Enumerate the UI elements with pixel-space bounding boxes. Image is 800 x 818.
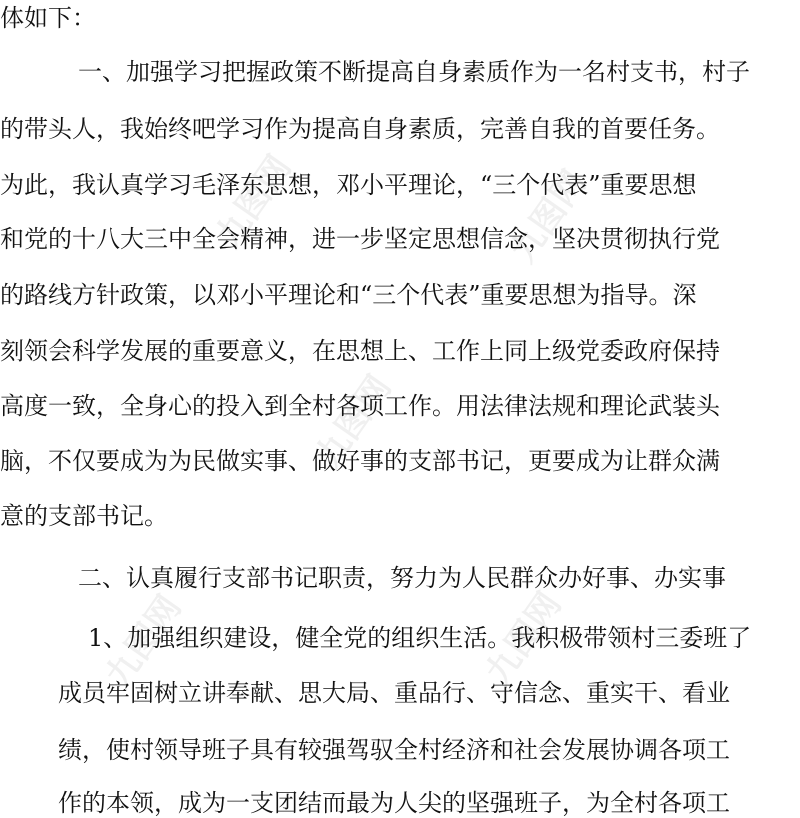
watermark: 九图网 xyxy=(478,585,570,692)
watermark: 九图网 xyxy=(308,368,400,475)
watermark: 九图网 xyxy=(503,163,595,270)
text-line: 的路线方针政策，以邓小平理论和“三个代表”重要思想为指导。深 xyxy=(0,281,697,309)
text-line: 的带头人，我始终吧学习作为提高自身素质，完善自我的首要任务。 xyxy=(0,115,720,143)
watermark: 九图网 xyxy=(98,588,190,695)
text-line: 作的本领，成为一支团结而最为人尖的坚强班子，为全村各项工 xyxy=(58,789,730,817)
text-line: 1、加强组织建设，健全党的组织生活。我积极带领村三委班了 xyxy=(88,624,752,652)
text-line: 绩，使村领导班子具有较强驾驭全村经济和社会发展协调各项工 xyxy=(58,736,730,764)
section-heading: 二、认真履行支部书记职责，努力为人民群众办好事、办实事 xyxy=(78,564,726,592)
text-line: 高度一致，全身心的投入到全村各项工作。用法律法规和理论武装头 xyxy=(0,392,720,420)
watermark: 九图网 xyxy=(208,148,300,255)
text-line: 成员牢固树立讲奉献、思大局、重品行、守信念、重实干、看业 xyxy=(58,679,730,707)
text-line: 刻领会科学发展的重要意义，在思想上、工作上同上级党委政府保持 xyxy=(0,337,720,365)
text-line: 和党的十八大三中全会精神，进一步坚定思想信念，坚决贯彻执行党 xyxy=(0,225,720,253)
text-line: 一、加强学习把握政策不断提高自身素质作为一名村支书，村子 xyxy=(78,58,750,86)
text-line: 脑，不仅要成为为民做实事、做好事的支部书记，更要成为让群众满 xyxy=(0,447,720,475)
text-line: 意的支部书记。 xyxy=(0,502,168,530)
text-line: 为此，我认真学习毛泽东思想，邓小平理论，“三个代表”重要思想 xyxy=(0,171,697,199)
text-line: 体如下： xyxy=(0,4,96,32)
